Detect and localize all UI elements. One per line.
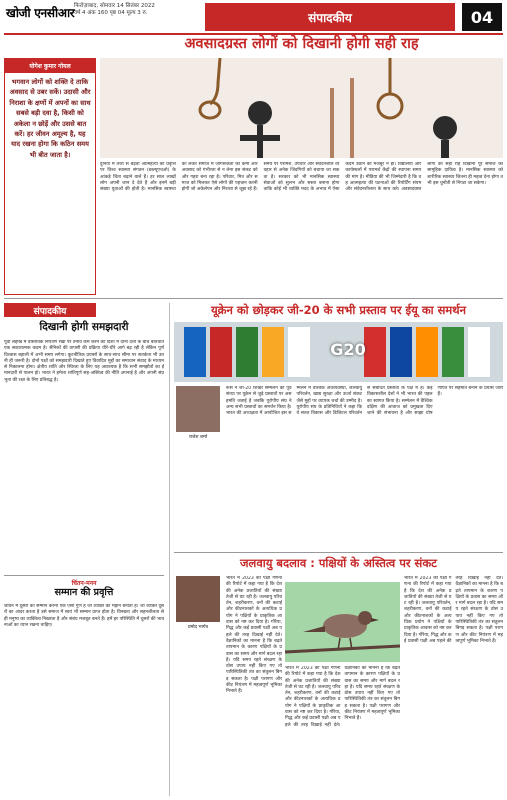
g20-image-text: G20: [330, 340, 366, 359]
article-divider: [174, 552, 503, 553]
section-divider: [4, 298, 503, 299]
issue-date-line: फिरोज़ाबाद, सोमवार 14 सितंबर 2022: [74, 3, 155, 9]
sampadakiya-headline: दिखानी होगी समझदारी: [39, 321, 129, 333]
chintan-body: जीवन में दूसरों का सम्मान करना एक ऐसा गुण है जो व्यक्ति को महान बनाता है। जो व्यक्ति दूसरों का आदर करता है उसे समाज में स्वयं भी सम्मान प्राप्त होता है। विनम्रता और सहनशीलता से ही मनुष्य का व्यक्तित्व निखरता है और संबंध मजबूत बनते हैं। हमें हर परिस्थिति में दूसरों की भावनाओं का ध्यान रखना चाहिए।: [4, 604, 164, 628]
sampadakiya-label: संपादकीय: [4, 303, 96, 317]
climate-body-col2: भारत में 2023 की पक्षी गणना की रिपोर्ट में कहा गया है कि देश की अनेक प्रजातियों की संख्या तेजी से घट रही है। जलवायु परिवर्तन, शहरीकरण, वनों की कटाई और कीटनाशकों के अत्यधिक प्रयोग ने पक्षियों के प्राकृतिक आवास को नष्ट कर दिया है। गौरैया, गिद्ध और कई प्रवासी पक्षी अब पहले की तरह दिखाई नहीं देते। वैज्ञानिकों का मानना है कि बढ़ते तापमान के कारण पक्षियों के प्रवास का समय और मार्ग बदल रहा है। यदि समय रहते संरक्षण के ठोस उपाय नहीं किए गए तो पारिस्थितिकी तंत्र का संतुलन बिगड़ सकता है। पक्षी परागण और कीट नियंत्रण में महत्वपूर्ण भूमिका निभाते हैं।: [404, 576, 503, 644]
column-rule: [169, 303, 170, 796]
sampadakiya-body: पूर्वी लद्दाख में वास्तविक नियंत्रण रेखा पर तनाव कम करने की दिशा में दोनों देशों के बीच बातचीत एक सकारात्मक कदम है। सैनिकों की वापसी की प्रक्रिया धीरे-धीरे आगे बढ़ रही है लेकिन पूर्ण विश्वास बहाली में अभी समय लगेगा। कूटनीतिक प्रयासों के साथ-साथ सीमा पर सतर्कता भी उतनी ही जरूरी है। दोनों पक्षों को समझदारी दिखाते हुए विवादित मुद्दों का समाधान संवाद के माध्यम से निकालना होगा। क्षेत्रीय शांति और स्थिरता के लिए यह आवश्यक है कि सभी समझौतों का ईमानदारी से पालन हो। भारत ने हमेशा शांतिपूर्ण सह-अस्तित्व की नीति अपनाई है और अपनी संप्रभुता की रक्षा के लिए प्रतिबद्ध है।: [4, 340, 164, 383]
climate-body-col3: भारत में 2023 की पक्षी गणना की रिपोर्ट में कहा गया है कि देश की अनेक प्रजातियों की संख्या तेजी से घट रही है। जलवायु परिवर्तन, शहरीकरण, वनों की कटाई और कीटनाशकों के अत्यधिक प्रयोग ने पक्षियों के प्राकृतिक आवास को नष्ट कर दिया है। गौरैया, गिद्ध और कई प्रवासी पक्षी अब पहले की तरह दिखाई नहीं देते। वैज्ञानिकों का मानना है कि बढ़ते तापमान के कारण पक्षियों के प्रवास का समय और मार्ग बदल रहा है। यदि समय रहते संरक्षण के ठोस उपाय नहीं किए गए तो पारिस्थितिकी तंत्र का संतुलन बिगड़ सकता है। पक्षी परागण और कीट नियंत्रण में महत्वपूर्ण भूमिका निभाते हैं।: [285, 666, 400, 728]
quote-text: भगवान लोगों को शक्ति दे ताकि अवसाद से उबर सकें। उदासी और निराशा के क्षणों में अपनों का साथ सबसे बड़ी दवा है, किसी को अकेला न छोड़ें और उससे बात करें। हर जीवन अमूल्य है, यह याद रखना होगा कि कठिन समय भी बीत जाता है।: [9, 78, 91, 159]
header-rule: [4, 33, 503, 35]
climate-author-name: प्रमोद भार्गव: [187, 625, 208, 630]
lead-illustration: [100, 58, 503, 158]
g20-author-name: राजेश शर्मा: [188, 435, 208, 440]
left-divider: [4, 575, 164, 576]
quote-box: [4, 58, 96, 295]
climate-headline: जलवायु बदलाव : पक्षियों के अस्तित्व पर संकट: [240, 556, 437, 570]
g20-author-photo: [176, 386, 220, 432]
g20-body: रूस ने जी-20 शिखर सम्मेलन की पूर्व संध्या पर यूक्रेन से जुड़े प्रस्तावों पर असहमति जताई है जबकि यूरोपीय संघ ने अन्य सभी प्रस्तावों का समर्थन किया है। भारत की अध्यक्षता में आयोजित इस सम्मेलन में वैश्विक अर्थव्यवस्था, जलवायु परिवर्तन, खाद्य सुरक्षा और ऊर्जा संकट जैसे मुद्दों पर व्यापक चर्चा की उम्मीद है। यूरोपीय संघ के प्रतिनिधियों ने कहा कि वे सतत विकास और डिजिटल परिवर्तन से संबंधित प्रस्तावों के पक्ष में हैं। कई विकासशील देशों ने भी भारत की पहल का स्वागत किया है। सम्मेलन में वैश्विक दक्षिण की आवाज को प्रमुखता दिए जाने की संभावना है और साझा घोषणापत्र पर सहमति बनाने के प्रयास जारी हैं।: [226, 386, 503, 417]
masthead: खोजी एनसीआर: [6, 6, 75, 20]
bird-image: [285, 582, 400, 662]
climate-body-col1: भारत में 2023 की पक्षी गणना की रिपोर्ट में कहा गया है कि देश की अनेक प्रजातियों की संख्या तेजी से घट रही है। जलवायु परिवर्तन, शहरीकरण, वनों की कटाई और कीटनाशकों के अत्यधिक प्रयोग ने पक्षियों के प्राकृतिक आवास को नष्ट कर दिया है। गौरैया, गिद्ध और कई प्रवासी पक्षी अब पहले की तरह दिखाई नहीं देते। वैज्ञानिकों का मानना है कि बढ़ते तापमान के कारण पक्षियों के प्रवास का समय और मार्ग बदल रहा है। यदि समय रहते संरक्षण के ठोस उपाय नहीं किए गए तो पारिस्थितिकी तंत्र का संतुलन बिगड़ सकता है। पक्षी परागण और कीट नियंत्रण में महत्वपूर्ण भूमिका निभाते हैं।: [226, 576, 282, 695]
page-number: 04: [462, 3, 502, 31]
lead-body: दुनिया में तेजी से बढ़ती आत्महत्या की प्रवृत्ति पर विश्व स्वास्थ्य संगठन (डब्ल्यूएचओ) के आंकड़े चिंता बढ़ाने वाले हैं। हर साल लाखों लोग अपनी जान दे देते हैं और इनमें बड़ी संख्या युवाओं की होती है। मानसिक स्वास्थ्य को लेकर समाज में जागरूकता की कमी और अवसाद को गंभीरता से न लेना इस संकट को और गहरा बना रहा है। परिवार, मित्र और समाज को मिलकर ऐसे लोगों की पहचान करनी होगी जो अकेलेपन और निराशा से जूझ रहे हैं। समय पर परामर्श, उपचार और संवेदनशील व्यवहार से अनेक जिंदगियों को बचाया जा सकता है। सरकार को भी मानसिक स्वास्थ्य सेवाओं को सुलभ और सस्ता बनाना होगा ताकि कोई भी व्यक्ति मदद के अभाव में ऐसा कदम उठाने को मजबूर न हो। विद्यालयों और कार्यस्थलों में परामर्श केंद्रों की स्थापना समय की मांग है। मीडिया की भी जिम्मेदारी है कि वह आत्महत्या की घटनाओं की रिपोर्टिंग संयम और संवेदनशीलता के साथ करे। अवसादग्रस्त लोगों को सही राह दिखाना पूरे समाज का सामूहिक दायित्व है। मानसिक स्वास्थ्य को शारीरिक स्वास्थ्य जितना ही महत्व देना होगा तभी इस चुनौती से निपटा जा सकेगा।: [100, 162, 503, 193]
lead-headline: अवसादग्रस्त लोगों को दिखानी होगी सही राह: [184, 36, 419, 52]
chintan-label: चिंतन-मनन: [71, 580, 97, 587]
issue-number-line: वर्ष 4 अंक 160 पृष्ठ 04 मूल्य 3 रु.: [74, 10, 148, 16]
climate-author-photo: [176, 576, 220, 622]
g20-headline: यूक्रेन को छोड़कर जी-20 के सभी प्रस्ताव पर ईयू का समर्थन: [210, 303, 467, 317]
quote-author: योगेश कुमार गोयल: [5, 59, 95, 73]
section-title: संपादकीय: [308, 10, 352, 25]
issue-meta: [74, 3, 155, 17]
chintan-headline: सम्मान की प्रवृत्ति: [54, 587, 114, 598]
